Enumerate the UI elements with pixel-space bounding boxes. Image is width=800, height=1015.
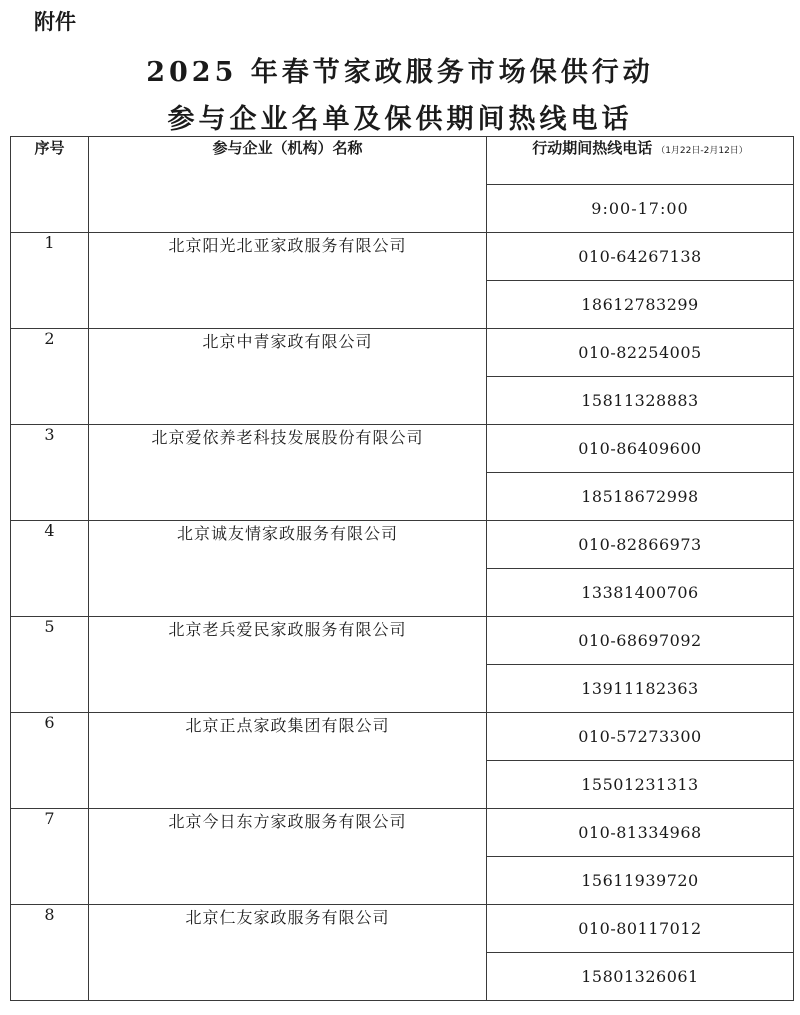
header-company-name: 参与企业（机构）名称 xyxy=(89,137,487,233)
serial-number: 6 xyxy=(11,713,89,809)
company-name: 北京诚友情家政服务有限公司 xyxy=(89,521,487,617)
hotline-landline: 010-86409600 xyxy=(487,425,794,473)
hotline-landline: 010-82866973 xyxy=(487,521,794,569)
company-name: 北京正点家政集团有限公司 xyxy=(89,713,487,809)
hotline-mobile: 15801326061 xyxy=(487,953,794,1001)
hotline-mobile: 13381400706 xyxy=(487,569,794,617)
header-serial-no: 序号 xyxy=(11,137,89,233)
hotline-landline: 010-82254005 xyxy=(487,329,794,377)
hotline-mobile: 13911182363 xyxy=(487,665,794,713)
company-name: 北京爱依养老科技发展股份有限公司 xyxy=(89,425,487,521)
serial-number: 7 xyxy=(11,809,89,905)
company-hotline-table xyxy=(10,136,794,1001)
header-row xyxy=(11,137,794,185)
attachment-label: 附件 xyxy=(34,10,76,34)
serial-number: 3 xyxy=(11,425,89,521)
hotline-mobile: 15611939720 xyxy=(487,857,794,905)
header-hotline-date-range: （1月22日-2月12日） xyxy=(656,146,748,156)
table-row xyxy=(11,617,794,665)
hotline-mobile: 15811328883 xyxy=(487,377,794,425)
table-row xyxy=(11,905,794,953)
header-hotline xyxy=(487,137,794,185)
table-row xyxy=(11,233,794,281)
document-title-line-2: 参与企业名单及保供期间热线电话 xyxy=(167,104,633,135)
company-name: 北京老兵爱民家政服务有限公司 xyxy=(89,617,487,713)
company-name: 北京中青家政有限公司 xyxy=(89,329,487,425)
hotline-landline: 010-80117012 xyxy=(487,905,794,953)
serial-number: 8 xyxy=(11,905,89,1001)
hotline-landline: 010-68697092 xyxy=(487,617,794,665)
company-name: 北京仁友家政服务有限公司 xyxy=(89,905,487,1001)
table-row xyxy=(11,521,794,569)
serial-number: 5 xyxy=(11,617,89,713)
document-title-line-1: 2025 年春节家政服务市场保供行动 xyxy=(146,57,654,88)
hotline-landline: 010-81334968 xyxy=(487,809,794,857)
service-hours: 9:00-17:00 xyxy=(487,185,794,233)
company-name: 北京今日东方家政服务有限公司 xyxy=(89,809,487,905)
hotline-mobile: 18518672998 xyxy=(487,473,794,521)
hotline-mobile: 18612783299 xyxy=(487,281,794,329)
serial-number: 2 xyxy=(11,329,89,425)
hotline-landline: 010-64267138 xyxy=(487,233,794,281)
serial-number: 1 xyxy=(11,233,89,329)
table-row xyxy=(11,809,794,857)
table-row xyxy=(11,425,794,473)
hotline-landline: 010-57273300 xyxy=(487,713,794,761)
table-row xyxy=(11,713,794,761)
header-hotline-label: 行动期间热线电话 xyxy=(532,139,653,157)
table-row xyxy=(11,329,794,377)
serial-number: 4 xyxy=(11,521,89,617)
company-name: 北京阳光北亚家政服务有限公司 xyxy=(89,233,487,329)
hotline-mobile: 15501231313 xyxy=(487,761,794,809)
